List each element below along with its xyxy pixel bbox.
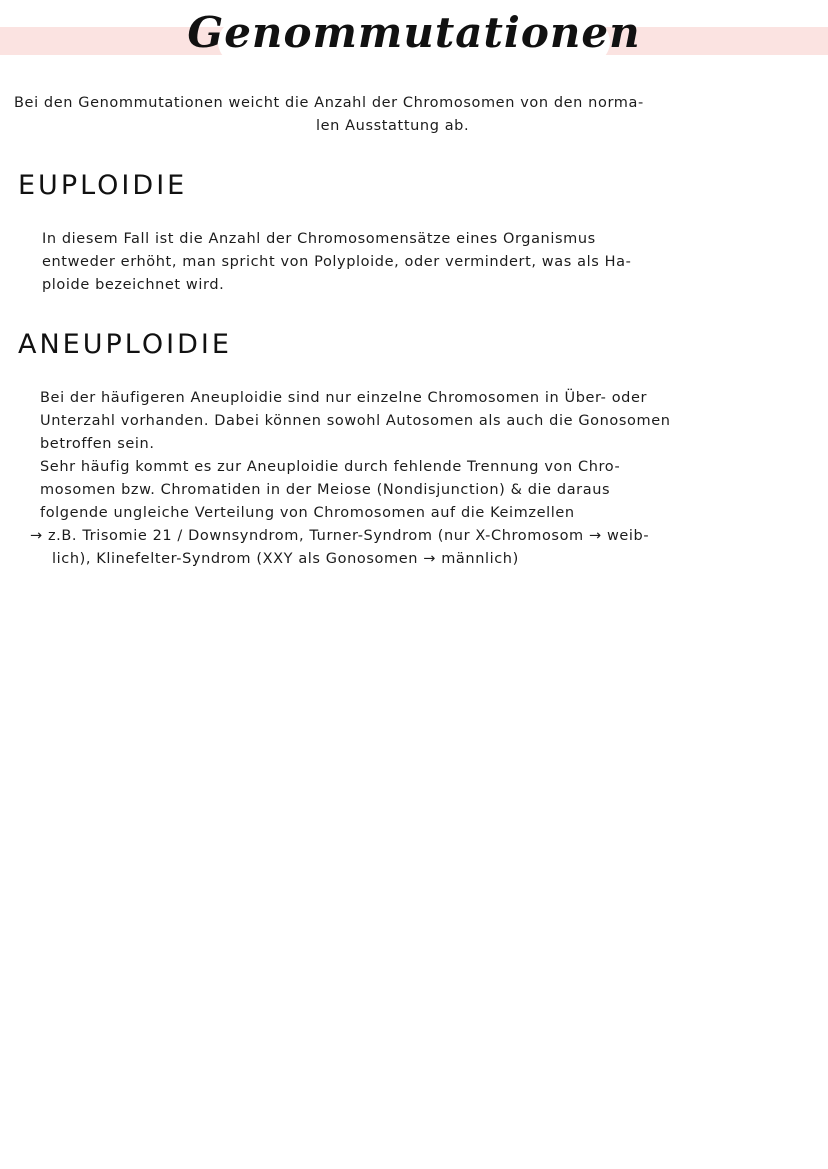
aneuploidie-paragraph — [30, 387, 671, 571]
aneuploidie-heading: ANEUPLOIDIE — [18, 329, 232, 360]
euploidie-line: ploide bezeichnet wird. — [42, 277, 225, 293]
aneuploidie-line: Bei der häufigeren Aneuploidie sind nur einzelne Chromosomen in Über- oder — [40, 390, 648, 406]
aneuploidie-line: mosomen bzw. Chromatiden in der Meiose (Nondisjunction) & die daraus — [40, 482, 611, 498]
euploidie-heading: EUPLOIDIE — [18, 170, 188, 201]
aneuploidie-line: folgende ungleiche Verteilung von Chromosomen auf die Keimzellen — [40, 505, 575, 521]
intro-line: Bei den Genommutationen weicht die Anzahl der Chromosomen von den norma- — [14, 95, 644, 111]
intro-paragraph — [14, 92, 644, 138]
euploidie-line: In diesem Fall ist die Anzahl der Chromosomensätze eines Organismus — [42, 231, 596, 247]
aneuploidie-line: Sehr häufig kommt es zur Aneuploidie durch fehlende Trennung von Chro- — [40, 459, 621, 475]
aneuploidie-line: Unterzahl vorhanden. Dabei können sowohl Autosomen als auch die Gonosomen — [40, 413, 671, 429]
page-title: Genommutationen — [187, 8, 641, 57]
aneuploidie-example-line: lich), Klinefelter-Syndrom (XXY als Gonosomen → männlich) — [52, 551, 519, 567]
aneuploidie-line: betroffen sein. — [40, 436, 155, 452]
euploidie-paragraph — [42, 228, 631, 297]
aneuploidie-example-line: → z.B. Trisomie 21 / Downsyndrom, Turner-Syndrom (nur X-Chromosom → weib- — [30, 528, 650, 544]
intro-line: len Ausstattung ab. — [316, 118, 470, 134]
euploidie-line: entweder erhöht, man spricht von Polyploide, oder vermindert, was als Ha- — [42, 254, 632, 270]
